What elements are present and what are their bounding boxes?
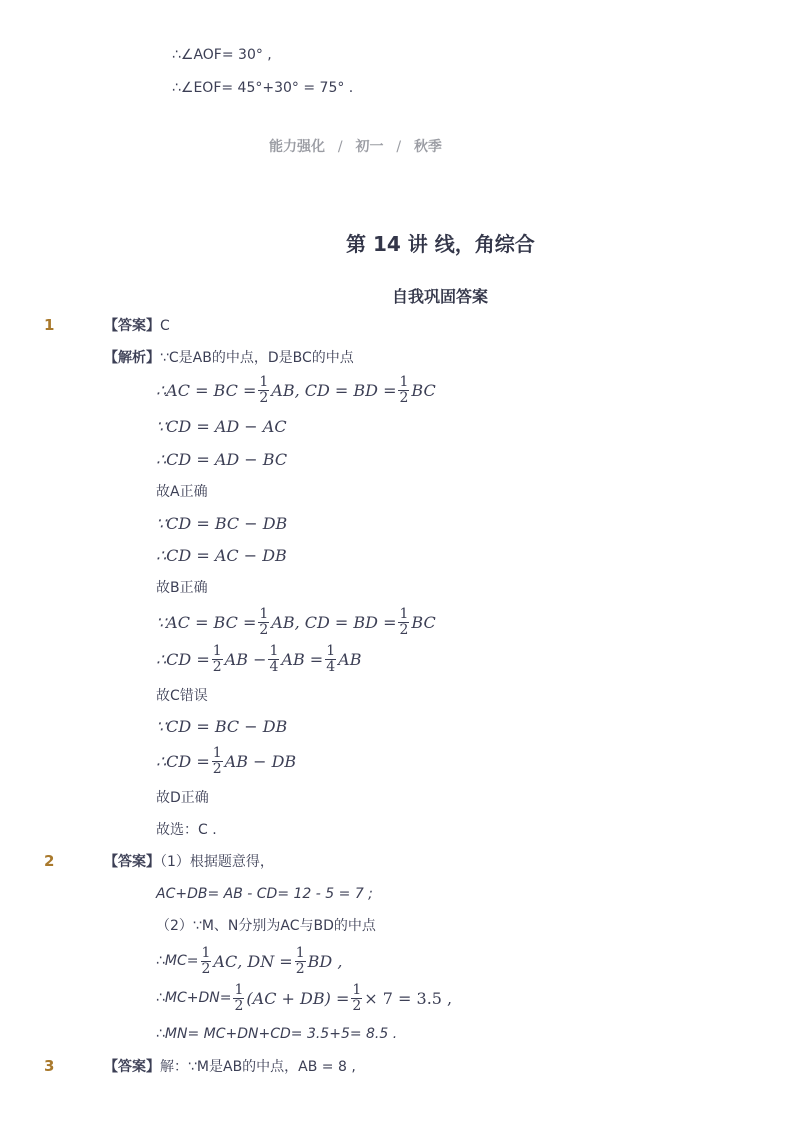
math-text: AB = [281,649,324,669]
math-text: (AC + DB) = [246,988,350,1008]
fraction: $\frac{1}{2}$ [212,642,222,675]
math-line-8 [156,709,287,743]
math-text: ∴CD = [156,751,210,771]
fraction: $\frac{1}{2}$ [399,605,409,638]
fraction: $\frac{1}{2}$ [295,944,305,977]
q2-line-5 [156,981,452,1015]
conclusion-d: 故D正确 [156,790,209,806]
fraction: $\frac{1}{2}$ [352,981,362,1014]
math-text: ∵AC = BC = [156,612,257,632]
math-line-9 [156,744,296,778]
math-line-3 [156,442,287,476]
math-text: AB − [224,649,267,669]
math-line-5 [156,538,287,572]
q2-line-6: ∴MN= MC+DN+CD= 3.5+5= 8.5 . [156,1026,398,1042]
math-text: AB [271,612,295,632]
top-line-1: ∴∠AOF= 30° , [172,47,272,63]
fraction: $\frac{1}{2}$ [212,744,222,777]
math-text: ∴MC= [156,953,199,969]
fraction: $\frac{1}{2}$ [259,373,269,406]
math-text: ∴CD = AD − BC [156,449,288,469]
math-text: ∴AC = BC = [156,380,257,400]
answer-label: 【答案】 [104,318,160,334]
q1-analysis-first [104,349,354,367]
math-text: AB [338,649,362,669]
footer-sep-2: / [396,139,402,155]
top-line-2: ∴∠EOF= 45°+30° = 75° . [172,80,354,96]
footer-season: 秋季 [413,139,442,155]
fraction: $\frac{1}{4}$ [269,642,279,675]
conclusion-a: 故A正确 [156,484,208,500]
answer-label: 【答案】 [104,854,160,870]
footer-grade: 初一 [355,139,384,155]
q2-line-4 [156,944,342,978]
math-text: ∵CD = BC − DB [156,716,288,736]
q3-line-1: 解：∵M是AB的中点，AB = 8 , [160,1059,356,1075]
answer-value: C [160,318,170,334]
math-text: AB [271,380,295,400]
math-line-4 [156,506,287,540]
math-text: × 7 = 3.5 , [364,988,453,1008]
question-number-3: 3 [44,1057,55,1075]
footer-sep-1: / [337,139,343,155]
q2-line-2: AC+DB= AB - CD= 12 - 5 = 7 ; [156,886,373,902]
math-text: ∴MC+DN= [156,990,232,1006]
q2-line-3: （2）∵M、N分别为AC与BD的中点 [156,918,376,934]
math-text: ∵CD = AD − AC [156,416,287,436]
q1-answer [104,317,170,335]
math-text: BC [411,380,436,400]
fraction: $\frac{1}{4}$ [326,642,336,675]
math-text: ∴CD = AC − DB [156,545,287,565]
lecture-title: 第 14 讲 线，角综合 [346,232,535,256]
conclusion-b: 故B正确 [156,580,208,596]
math-text: BC [411,612,436,632]
footer-course: 能力强化 [269,139,325,155]
math-text: AB − DB [224,751,297,771]
math-text: , CD = BD = [294,612,397,632]
section-subtitle: 自我巩固答案 [392,287,489,306]
math-line-2 [156,409,287,443]
question-number-2: 2 [44,852,55,870]
fraction: $\frac{1}{2}$ [259,605,269,638]
math-text: , CD = BD = [294,380,397,400]
analysis-line-1: ∵C是AB的中点，D是BC的中点 [160,350,354,366]
fraction: $\frac{1}{2}$ [399,373,409,406]
math-text: ∴CD = [156,649,210,669]
answer-label: 【答案】 [104,1059,160,1075]
math-text: AC [213,951,238,971]
math-text: ∵CD = BC − DB [156,513,288,533]
q3-answer [104,1058,356,1076]
math-line-7 [156,642,361,676]
q2-answer [104,853,274,871]
fraction: $\frac{1}{2}$ [201,944,211,977]
math-line-6 [156,605,436,639]
math-text: , DN = [237,951,293,971]
final-choice: 故选：C . [156,822,217,838]
course-footer [269,136,442,156]
conclusion-c: 故C错误 [156,688,208,704]
fraction: $\frac{1}{2}$ [234,981,244,1014]
q2-line-1: （1）根据题意得， [160,854,274,870]
analysis-label: 【解析】 [104,350,160,366]
question-number-1: 1 [44,316,55,334]
math-text: BD , [307,951,343,971]
math-line-1 [156,373,436,407]
